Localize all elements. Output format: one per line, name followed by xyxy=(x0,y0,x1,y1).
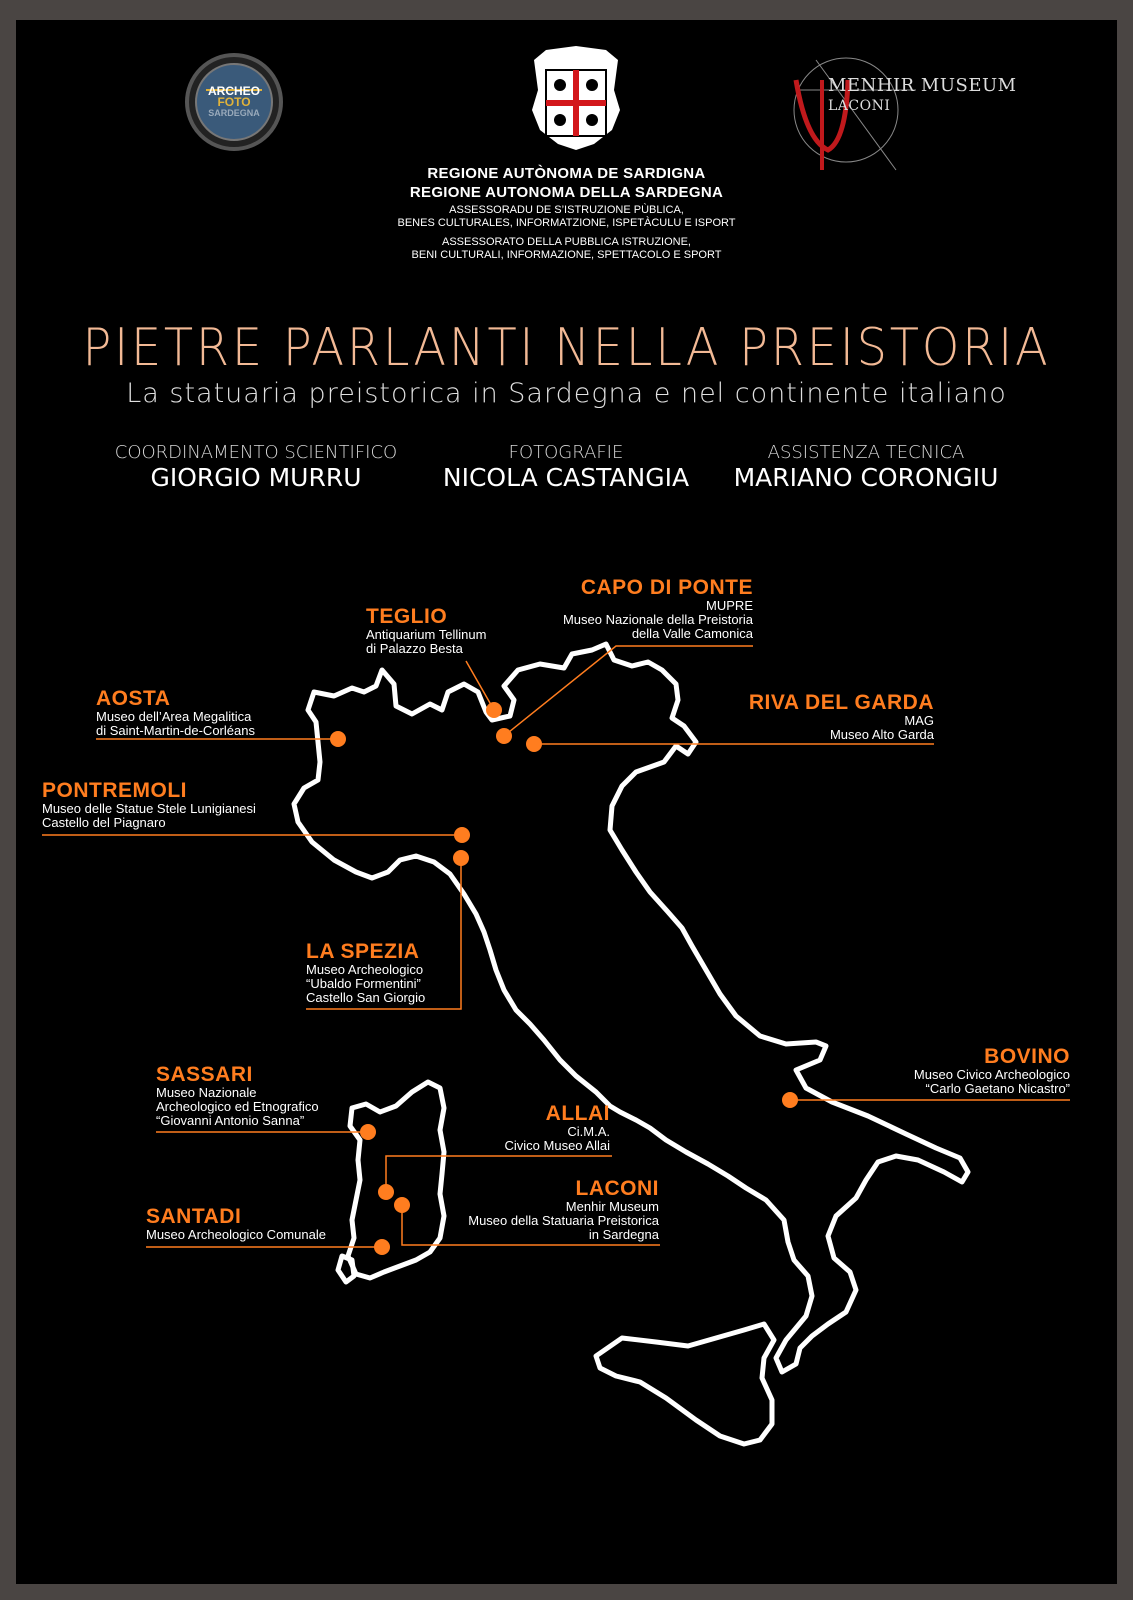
city-name: LA SPEZIA xyxy=(306,940,420,963)
credit-name: MARIANO CORONGIU xyxy=(733,463,999,492)
label-pontremoli xyxy=(42,780,256,830)
region-name-italian: REGIONE AUTONOMA DELLA SARDEGNA xyxy=(409,184,724,201)
museo-line: “Carlo Gaetano Nicastro” xyxy=(925,1081,1070,1096)
exhibition-title: PIETRE PARLANTI NELLA PREISTORIA xyxy=(82,318,1051,378)
museo-line: MAG xyxy=(904,713,934,728)
dot-riva-del-garda xyxy=(526,736,542,752)
menhir-logo-text xyxy=(828,76,1017,116)
museo-line: Museo delle Statue Stele Lunigianesi xyxy=(42,801,256,816)
museo-line: Museo Nazionale della Preistoria xyxy=(562,612,753,627)
city-name: BOVINO xyxy=(984,1045,1070,1068)
archeofoto-logo-text xyxy=(192,86,276,119)
museo-line: Museo della Statuaria Preistorica xyxy=(468,1213,659,1228)
sicily-outline xyxy=(596,1324,774,1444)
museo-line: “Ubaldo Formentini” xyxy=(306,976,421,991)
museo-line: Antiquarium Tellinum xyxy=(366,627,487,642)
dot-laconi xyxy=(394,1197,410,1213)
city-name: AOSTA xyxy=(96,687,171,710)
poster xyxy=(16,20,1117,1584)
museo-line: Castello del Piagnaro xyxy=(42,815,166,830)
museo-line: Castello San Giorgio xyxy=(306,990,426,1005)
city-name: LACONI xyxy=(575,1177,659,1200)
label-laconi xyxy=(468,1178,659,1242)
sardinia-outline xyxy=(348,1082,444,1278)
department-sardinian-line1: ASSESSORADU DE S’ISTRUZIONE PÙBLICA, xyxy=(449,204,684,216)
museo-line: Museo dell’Area Megalitica xyxy=(96,709,252,724)
dot-la-spezia xyxy=(453,850,469,866)
label-teglio xyxy=(366,606,486,656)
city-name: ALLAI xyxy=(545,1102,610,1125)
logo-line-foto: FOTO xyxy=(217,95,251,109)
sardinia-coat-of-arms-icon xyxy=(532,46,620,150)
dot-capo-di-ponte xyxy=(496,728,512,744)
label-la-spezia xyxy=(306,941,425,1005)
credit-role: COORDINAMENTO SCIENTIFICO xyxy=(114,442,398,463)
dot-allai xyxy=(378,1184,394,1200)
museo-line: di Saint-Martin-de-Corléans xyxy=(96,723,255,738)
city-name: SANTADI xyxy=(146,1205,242,1228)
dot-aosta xyxy=(330,731,346,747)
city-name: TEGLIO xyxy=(366,605,448,628)
menhir-logo-place: LACONI xyxy=(828,98,891,114)
dot-teglio xyxy=(486,702,502,718)
credit-photography xyxy=(426,442,706,492)
leader-capo-di-ponte xyxy=(504,646,753,736)
museo-line: Ci.M.A. xyxy=(567,1124,610,1139)
department-sardinian xyxy=(16,204,1117,230)
museo-line: MUPRE xyxy=(706,598,753,613)
credit-technical xyxy=(716,442,1016,492)
museo-line: di Palazzo Besta xyxy=(366,641,463,656)
museo-line: Archeologico ed Etnografico xyxy=(156,1099,319,1114)
museo-line: Museo Alto Garda xyxy=(829,727,934,742)
logo-line-archeo: ARCHEO xyxy=(207,84,260,98)
dot-bovino xyxy=(782,1092,798,1108)
sant-antioco-island xyxy=(338,1256,354,1282)
museo-line: in Sardegna xyxy=(588,1227,659,1242)
museo-line: della Valle Camonica xyxy=(631,626,753,641)
museo-line: Museo Archeologico xyxy=(306,962,424,977)
credit-role: ASSISTENZA TECNICA xyxy=(767,442,965,463)
department-italian-line2: BENI CULTURALI, INFORMAZIONE, SPETTACOLO E SPORT xyxy=(411,249,722,261)
credit-name: GIORGIO MURRU xyxy=(150,463,362,492)
museo-line: Museo Civico Archeologico xyxy=(913,1067,1070,1082)
label-capo-di-ponte xyxy=(563,577,753,641)
label-bovino xyxy=(914,1046,1070,1096)
museo-line: “Giovanni Antonio Sanna” xyxy=(156,1113,305,1128)
italy-mainland-outline xyxy=(294,641,968,1372)
museo-line: Civico Museo Allai xyxy=(504,1138,610,1153)
department-italian xyxy=(16,236,1117,262)
credit-name: NICOLA CASTANGIA xyxy=(442,463,690,492)
label-riva-del-garda xyxy=(749,692,934,742)
museo-line: Menhir Museum xyxy=(565,1199,659,1214)
label-aosta xyxy=(96,688,255,738)
credit-role: FOTOGRAFIE xyxy=(508,442,624,463)
dot-sassari xyxy=(360,1124,376,1140)
museo-line: Museo Nazionale xyxy=(156,1085,257,1100)
department-sardinian-line2: BENES CULTURALES, INFORMATZIONE, ISPETÀCULU E ISPORT xyxy=(397,217,736,229)
city-name: PONTREMOLI xyxy=(42,779,187,802)
city-name: SASSARI xyxy=(156,1063,253,1086)
menhir-logo-name: MENHIR MUSEUM xyxy=(828,75,1017,96)
museo-line: Museo Archeologico Comunale xyxy=(146,1227,326,1242)
region-name-sardinian: REGIONE AUTÒNOMA DE SARDIGNA xyxy=(427,165,706,182)
city-name: RIVA DEL GARDA xyxy=(748,691,934,714)
logo-line-sardegna: SARDEGNA xyxy=(208,108,260,118)
exhibition-subtitle: La statuaria preistorica in Sardegna e nel continente italiano xyxy=(126,378,1007,409)
credit-coordination xyxy=(106,442,406,492)
department-italian-line1: ASSESSORATO DELLA PUBBLICA ISTRUZIONE, xyxy=(441,236,691,248)
dot-pontremoli xyxy=(454,827,470,843)
label-santadi xyxy=(146,1206,326,1242)
label-allai xyxy=(505,1103,611,1153)
city-name: CAPO DI PONTE xyxy=(580,576,753,599)
region-header xyxy=(16,164,1117,202)
label-sassari xyxy=(156,1064,319,1128)
dot-santadi xyxy=(374,1239,390,1255)
